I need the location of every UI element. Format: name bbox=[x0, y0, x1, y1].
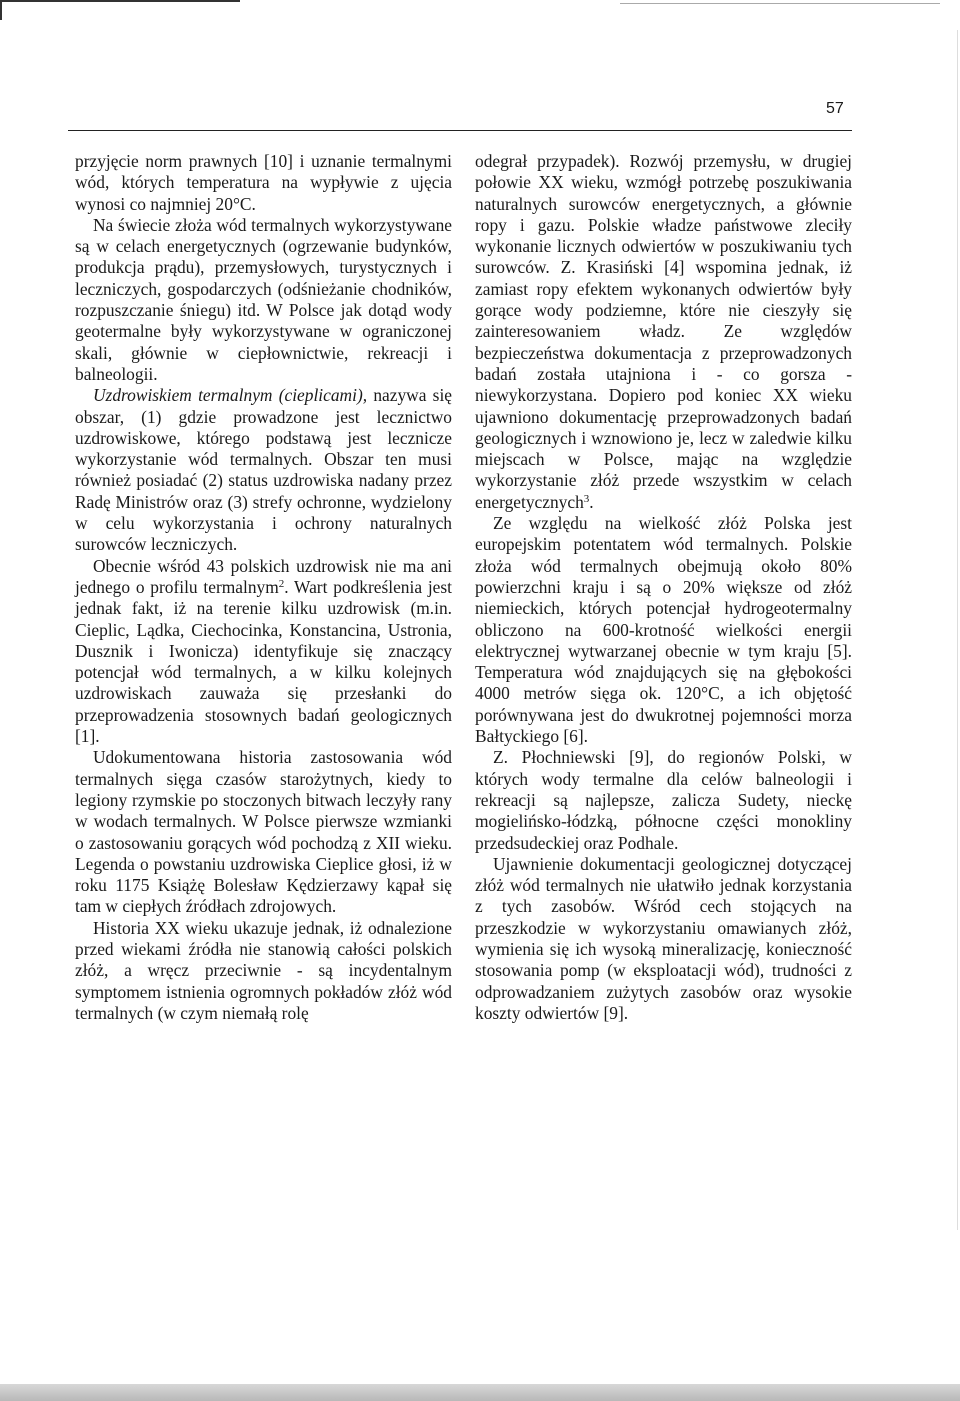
definition-text: nazywa się obszar, (1) gdzie prowadzone jest lecznictwo uzdrowiskowe, którego podstawą jest lecznicze wykorzystanie wód termalnych. Obszar ten musi również posiadać (2) status uzdrowiska nadany przez Radę Ministrów oraz (3) strefy ochronne, wydzielony w celu wykorzystania i ochrony naturalnych surowców leczniczych. bbox=[75, 385, 452, 555]
page-number: 57 bbox=[826, 100, 844, 117]
paragraph-text: odegrał przypadek). Rozwój przemysłu, w drugiej połowie XX wieku, wzmógł potrzebę poszukiwania naturalnych surowców energetycznych, a głównie ropy i gazu. Polskie władze państwowe zleciły wykonanie licznych odwiertów w poszukiwaniu tych surowców. Z. Krasiński [4] wspomina jednak, iż zamiast ropy efektem wykonanych odwiertów były gorące wody podziemne, które nie cieszyły się zainteresowaniem władz. Ze względów bezpieczeństwa dokumentacja z przeprowadzonych badań została utajniona i - co gorsza - niewykorzystana. Dopiero pod koniec XX wieku ujawniono dokumentację przeprowadzonych badań geologicznych i wznowiono je, lecz w zaledwie kilku miejscach w Polsce, mając na względzie wykorzystanie złóż przede wszystkim w celach energetycznych bbox=[475, 151, 852, 512]
paragraph-regions: Z. Płochniewski [9], do regionów Polski, w których wody termalne dla celów balneologii i rekreacji są najlepsze, zalicza Sudety, nieckę mogielińsko-łódzką, północne części monokliny przedsudeckiej oraz Podhale. bbox=[475, 747, 852, 853]
scan-edge-bottom bbox=[0, 1384, 960, 1401]
paragraph-text: . Wart podkreślenia jest jednak fakt, iż na terenie kilku uzdrowisk (m.in. Cieplic, Lądka, Ciechocinka, Konstancina, Ustronia, Dusznik i Iwonicza) identyfikuje się znaczący potencjał wód termalnych, a w kilku kolejnych uzdrowiskach zauważa się przesłanki do przeprowadzenia stosownych badań geologicznych [1]. bbox=[75, 576, 452, 747]
paragraph-history: Udokumentowana historia zastosowania wód termalnych sięga czasów starożytnych, kiedy to legiony rzymskie po stoczonych bitwach leczyły rany w wodach termalnych. W Polsce pierwsze wzmianki o zastosowaniu gorących wód pochodzą z XII wieku. Legenda o powstaniu uzdrowiska Cieplice głosi, iż w roku 1175 Książę Bolesław Kędzierzawy kąpał się tam w ciepłych źródłach zdrojowych. bbox=[75, 747, 452, 917]
paragraph-text: Obecnie wśród 43 polskich uzdrowisk nie ma ani jednego o profilu termalnym bbox=[75, 555, 452, 597]
paragraph-20th-century: Historia XX wieku ukazuje jednak, iż odnalezione przed wiekami źródła nie stanowią całości polskich złóż, a wręcz przeciwnie - są incydentalnym symptomem istnienia ogromnych pokładów złóż wód termalnych (w czym niemałą rolę bbox=[75, 917, 452, 1023]
paragraph-text: . bbox=[589, 491, 594, 512]
paragraph-obstacles: Ujawnienie dokumentacji geologicznej dotyczącej złóż wód termalnych nie ułatwiło jednak korzystania z tych zasobów. Wśród cech stojących na przeszkodzie w wykorzystaniu omawianych złóż, wymienia się ich wysoką mineralizację, konieczność stosowania pomp (w eksploatacji wód), trudności z odprowadzaniem zużytych zasobów oraz wysokie koszty odwiertów [9]. bbox=[475, 853, 852, 1023]
paragraph-polish-spas bbox=[75, 556, 452, 748]
paragraph-resources: Ze względu na wielkość złóż Polska jest europejskim potentatem wód termalnych. Polskie złoża wód termalnych obejmują około 80% powierzchni kraju i są o 20% większe od złóż niemieckich, których potencjał hydrogeotermalny obliczono na 600-krotność wielkości energii elektrycznej wytwarzanej obecnie w tym kraju [5]. Temperatura wód znajdujących się na głębokości 4000 metrów sięga ok. 120°C, a ich objętość porównywana jest do dwukrotnej pojemności morza Bałtyckiego [6]. bbox=[475, 513, 852, 747]
header-rule bbox=[68, 130, 852, 131]
scan-edge-left bbox=[0, 0, 2, 20]
footnote-ref: 2 bbox=[278, 577, 285, 590]
scan-edge-top-right bbox=[620, 3, 940, 4]
paragraph-continuation bbox=[475, 151, 852, 513]
paragraph-thermal-uses: Na świecie złoża wód termalnych wykorzystywane są w celach energetycznych (ogrzewanie budynków, produkcja prądu), przemysłowych, turystycznych i leczniczych, gospodarczych (odśnieżanie chodników, rozpuszczanie śniegu) itd. W Polsce jak dotąd wody geotermalne były wykorzystywane w ograniczonej skali, głównie w ciepłownictwie, rekreacji i balneologii. bbox=[75, 214, 452, 384]
left-column bbox=[75, 151, 452, 1024]
paragraph-continuation: przyjęcie norm prawnych [10] i uznanie termalnymi wód, których temperatura na wypływie z ujęcia wynosi co najmniej 20°C. bbox=[75, 151, 452, 214]
scan-edge-top-left bbox=[0, 0, 240, 8]
right-column bbox=[475, 151, 852, 1024]
scan-edge-right bbox=[957, 30, 958, 1230]
defined-term: Uzdrowiskiem termalnym (cieplicami), bbox=[93, 385, 368, 406]
paragraph-spa-definition bbox=[75, 385, 452, 555]
footnote-ref: 3 bbox=[583, 492, 590, 505]
